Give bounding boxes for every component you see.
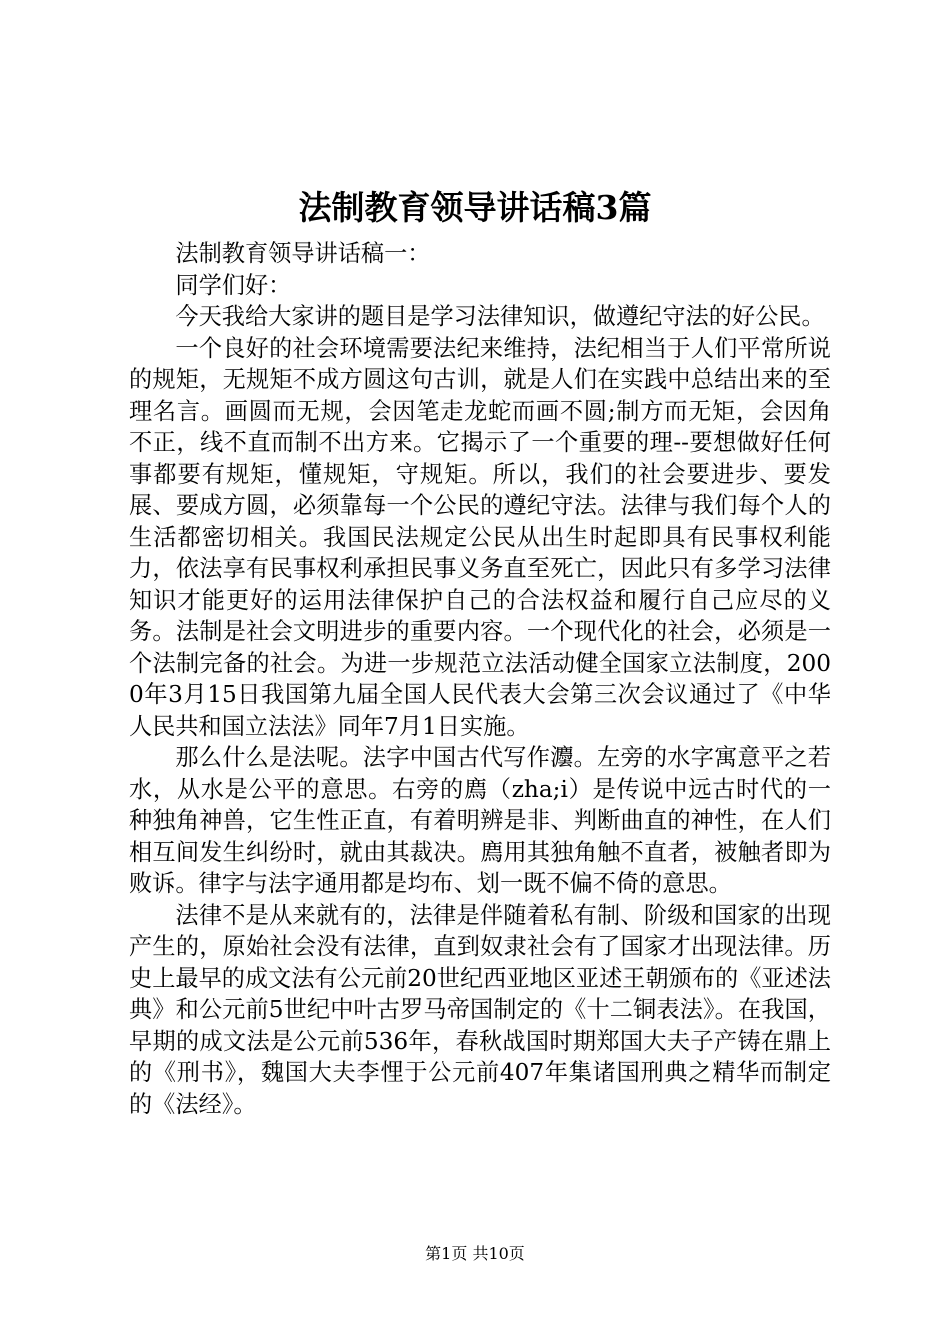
paragraph: 一个良好的社会环境需要法纪来维持，法纪相当于人们平常所说的规矩，无规矩不成方圆这句古训，就是人们在实践中总结出来的至理名言。画圆而无规，会因笔走龙蛇而画不圆;制方而无矩，会因角不正，线不直而制不出方来。它揭示了一个重要的理--要想做好任何事都要有规矩，懂规矩，守规矩。所以，我们的社会要进步、要发展、要成方圆，必须靠每一个公民的遵纪守法。法律与我们每个人的生活都密切相关。我国民法规定公民从出生时起即具有民事权利能力，依法享有民事权利承担民事义务直至死亡，因此只有多学习法律知识才能更好的运用法律保护自己的合法权益和履行自己应尽的义务。法制是社会文明进步的重要内容。一个现代化的社会，必须是一个法制完备的社会。为进一步规范立法活动健全国家立法制度，2000年3月15日我国第九届全国人民代表大会第三次会议通过了《中华人民共和国立法法》同年7月1日实施。	[129, 334, 831, 740]
paragraph: 法律不是从来就有的，法律是伴随着私有制、阶级和国家的出现产生的，原始社会没有法律，直到奴隶社会有了国家才出现法律。历史上最早的成文法有公元前20世纪西亚地区亚述王朝颁布的《亚述法典》和公元前5世纪中叶古罗马帝国制定的《十二铜表法》。在我国，早期的成文法是公元前536年，春秋战国时期郑国大夫子产铸在鼎上的《刑书》，魏国大夫李悝于公元前407年集诸国刑典之精华而制定的《法经》。	[129, 901, 831, 1118]
page-footer: 第1页 共10页	[425, 1244, 525, 1263]
paragraph: 那么什么是法呢。法字中国古代写作灋。左旁的水字寓意平之若水，从水是公平的意思。右旁的廌（zha;i）是传说中远古时代的一种独角神兽，它生性正直，有着明辨是非、判断曲直的神性，在人们相互间发生纠纷时，就由其裁决。廌用其独角触不直者，被触者即为败诉。律字与法字通用都是均布、划一既不偏不倚的意思。	[129, 744, 831, 897]
paragraph: 今天我给大家讲的题目是学习法律知识，做遵纪守法的好公民。	[175, 303, 825, 330]
paragraph-greeting: 同学们好：	[175, 271, 292, 299]
document-body	[129, 238, 831, 1120]
document-title: 法制教育领导讲话稿3篇	[298, 188, 652, 227]
paragraph-heading: 法制教育领导讲话稿一：	[175, 240, 431, 267]
